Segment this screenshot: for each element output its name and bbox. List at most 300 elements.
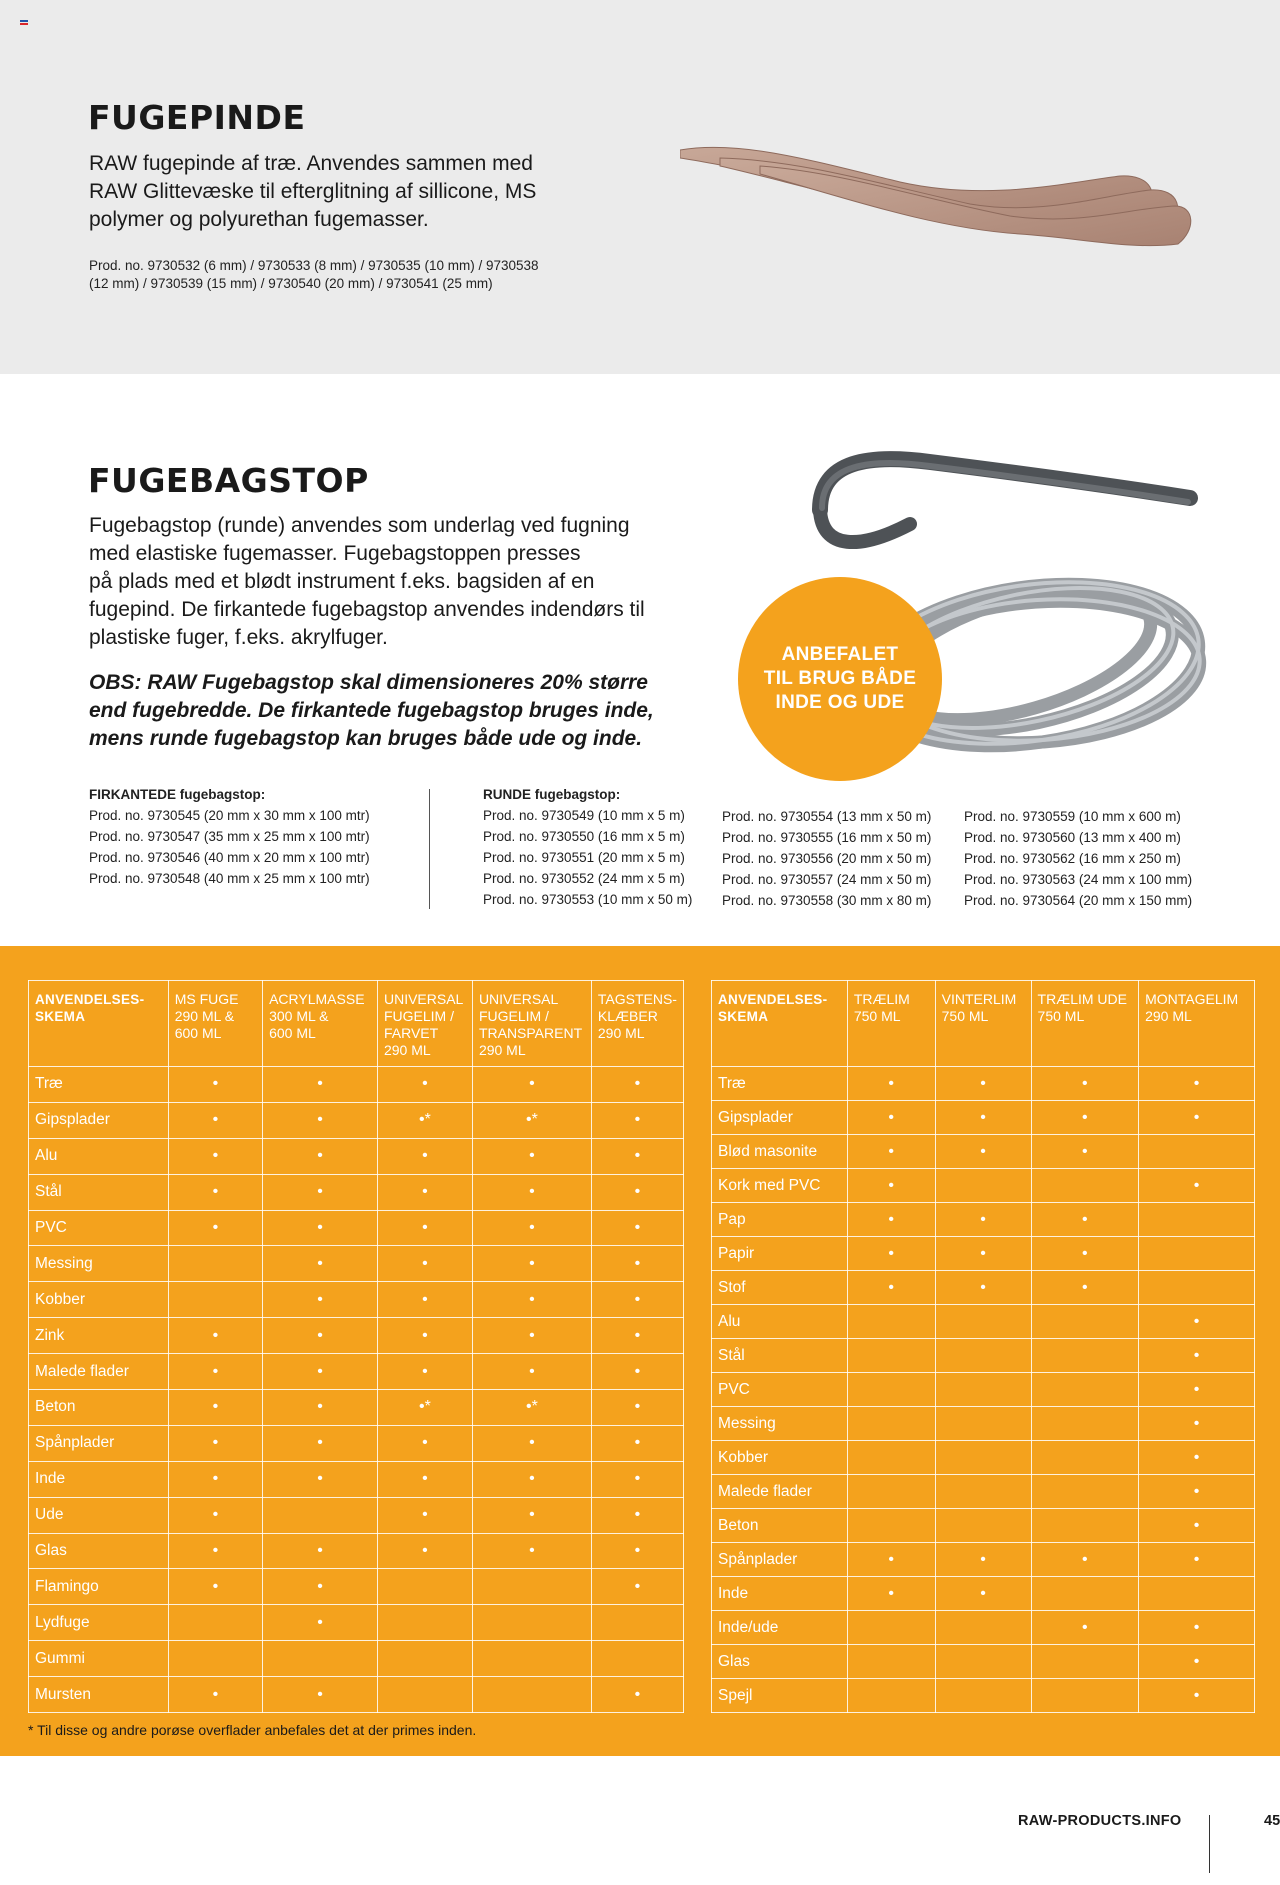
material-label: Malede flader [29, 1354, 169, 1390]
table-row [29, 1102, 684, 1138]
column-header-line: 290 ML & [174, 1008, 235, 1024]
table-row [712, 1611, 1255, 1645]
column-header-line: 600 ML [269, 1025, 316, 1041]
list-item: Prod. no. 9730551 (20 mm x 5 m) [483, 850, 685, 865]
column-header-line: TAGSTENS- [597, 991, 677, 1007]
material-label: PVC [712, 1373, 848, 1407]
badge-line: TIL BRUG BÅDE [763, 668, 917, 689]
suitability-mark [1031, 1169, 1139, 1203]
suitability-mark [377, 1641, 472, 1677]
column-header-line: 290 ML [1145, 1008, 1192, 1024]
list-item: Prod. no. 9730559 (10 mm x 600 m) [964, 809, 1181, 824]
suitability-mark: • [935, 1237, 1031, 1271]
material-label: Stof [712, 1271, 848, 1305]
column-header-line: 750 ML [1037, 1008, 1085, 1024]
suitability-mark: • [377, 1497, 472, 1533]
suitability-mark: • [1031, 1135, 1139, 1169]
list-item: Prod. no. 9730564 (20 mm x 150 mm) [964, 893, 1193, 908]
suitability-mark [935, 1611, 1031, 1645]
column-header-line: TRÆLIM UDE [1037, 991, 1127, 1007]
material-label: Gipsplader [29, 1102, 169, 1138]
suitability-mark: • [472, 1246, 591, 1282]
suitability-mark: • [847, 1203, 935, 1237]
suitability-mark: • [847, 1169, 935, 1203]
suitability-mark: • [168, 1102, 262, 1138]
firkantede-list [89, 784, 370, 889]
suitability-mark: • [591, 1354, 683, 1390]
list-item: Prod. no. 9730555 (16 mm x 50 m) [722, 830, 932, 845]
suitability-mark: • [472, 1138, 591, 1174]
table-row [712, 1169, 1255, 1203]
suitability-mark: • [168, 1067, 262, 1103]
obs-line: OBS: RAW Fugebagstop skal dimensioneres 20% større [89, 671, 648, 694]
column-header-line: TRÆLIM [853, 991, 910, 1007]
material-label: Alu [29, 1138, 169, 1174]
material-label: Beton [29, 1390, 169, 1426]
suitability-mark: • [935, 1577, 1031, 1611]
suitability-mark: • [472, 1210, 591, 1246]
suitability-mark [847, 1339, 935, 1373]
suitability-mark: • [847, 1135, 935, 1169]
list-item: Prod. no. 9730557 (24 mm x 50 m) [722, 872, 932, 887]
suitability-mark: • [1139, 1067, 1255, 1101]
material-label: Spånplader [712, 1543, 848, 1577]
suitability-mark: • [168, 1677, 262, 1713]
suitability-mark: • [1031, 1611, 1139, 1645]
material-label: Pap [712, 1203, 848, 1237]
suitability-mark: • [591, 1533, 683, 1569]
table-row [712, 1407, 1255, 1441]
material-label: Malede flader [712, 1475, 848, 1509]
usage-table-left [28, 980, 684, 1713]
suitability-mark: • [1139, 1339, 1255, 1373]
table-row [29, 1533, 684, 1569]
suitability-mark: • [1031, 1271, 1139, 1305]
fugepinde-line: RAW fugepinde af træ. Anvendes sammen med [89, 152, 533, 175]
material-label: Inde [712, 1577, 848, 1611]
prod-line: (12 mm) / 9730539 (15 mm) / 9730540 (20 mm) / 9730541 (25 mm) [89, 276, 493, 291]
table-row [712, 1475, 1255, 1509]
material-label: Træ [29, 1067, 169, 1103]
suitability-mark: • [168, 1390, 262, 1426]
fugepinde-line: RAW Glittevæske til efterglitning af sillicone, MS [89, 180, 537, 203]
suitability-mark [1139, 1203, 1255, 1237]
suitability-mark [168, 1282, 262, 1318]
suitability-mark: • [1031, 1203, 1139, 1237]
suitability-mark: •* [472, 1390, 591, 1426]
suitability-mark: • [377, 1318, 472, 1354]
fugebagstop-title: FUGEBAGSTOP [88, 461, 369, 500]
table-row [29, 1067, 684, 1103]
suitability-mark: • [1031, 1237, 1139, 1271]
column-header-line: VINTERLIM [941, 991, 1017, 1007]
suitability-mark: • [263, 1102, 378, 1138]
material-label: Mursten [29, 1677, 169, 1713]
prod-line: Prod. no. 9730532 (6 mm) / 9730533 (8 mm) / 9730535 (10 mm) / 9730538 [89, 258, 539, 273]
column-header [591, 981, 683, 1067]
suitability-mark [935, 1305, 1031, 1339]
list-item: Prod. no. 9730550 (16 mm x 5 m) [483, 829, 685, 844]
suitability-mark: • [263, 1138, 378, 1174]
column-header-line: MONTAGELIM [1145, 991, 1239, 1007]
suitability-mark: • [472, 1425, 591, 1461]
suitability-mark [935, 1441, 1031, 1475]
table-row [712, 1305, 1255, 1339]
table-row [712, 1373, 1255, 1407]
table-row [712, 1441, 1255, 1475]
suitability-mark: • [377, 1461, 472, 1497]
suitability-mark [1031, 1679, 1139, 1713]
suitability-mark: • [263, 1210, 378, 1246]
table-row [29, 1605, 684, 1641]
suitability-mark [472, 1641, 591, 1677]
fugebagstop-line: fugepind. De firkantede fugebagstop anvendes indendørs til [89, 598, 645, 621]
suitability-mark: • [168, 1461, 262, 1497]
suitability-mark [1139, 1271, 1255, 1305]
suitability-mark [1139, 1237, 1255, 1271]
suitability-mark: • [1139, 1169, 1255, 1203]
badge-line: ANBEFALET [781, 644, 899, 665]
material-label: Kobber [29, 1282, 169, 1318]
table-row [29, 1677, 684, 1713]
suitability-mark: • [847, 1101, 935, 1135]
obs-line: mens runde fugebagstop kan bruges både ude og inde. [89, 727, 643, 750]
material-label: Messing [712, 1407, 848, 1441]
suitability-mark: • [1031, 1067, 1139, 1101]
suitability-mark [1139, 1135, 1255, 1169]
material-label: Glas [29, 1533, 169, 1569]
column-header [935, 981, 1031, 1067]
suitability-mark: • [377, 1282, 472, 1318]
fugebagstop-line: med elastiske fugemasser. Fugebagstoppen presses [89, 542, 581, 565]
suitability-mark: • [1139, 1611, 1255, 1645]
suitability-mark [847, 1611, 935, 1645]
suitability-mark [1031, 1577, 1139, 1611]
material-label: Kork med PVC [712, 1169, 848, 1203]
column-header-line: ACRYLMASSE [269, 991, 365, 1007]
suitability-mark: • [1139, 1543, 1255, 1577]
table-row [712, 1237, 1255, 1271]
suitability-mark: • [1139, 1441, 1255, 1475]
list-item: Prod. no. 9730545 (20 mm x 30 mm x 100 mtr) [89, 808, 370, 823]
table-row [712, 1679, 1255, 1713]
fugepinde-title: FUGEPINDE [88, 98, 306, 137]
suitability-mark: • [935, 1271, 1031, 1305]
suitability-mark: • [935, 1135, 1031, 1169]
suitability-mark [935, 1339, 1031, 1373]
runde-list-col2 [722, 806, 931, 911]
suitability-mark [1031, 1407, 1139, 1441]
suitability-mark: • [263, 1677, 378, 1713]
column-header-line: 600 ML [174, 1025, 222, 1041]
suitability-mark: • [591, 1425, 683, 1461]
list-item: Prod. no. 9730556 (20 mm x 50 m) [722, 851, 932, 866]
runde-title: RUNDE fugebagstop: [483, 787, 621, 802]
suitability-mark [935, 1169, 1031, 1203]
suitability-mark: • [935, 1203, 1031, 1237]
column-header-line: SKEMA [35, 1009, 86, 1024]
suitability-mark: • [377, 1174, 472, 1210]
suitability-mark: • [472, 1354, 591, 1390]
column-header-line: FUGELIM / [383, 1008, 454, 1024]
suitability-mark [935, 1475, 1031, 1509]
suitability-mark: •* [472, 1102, 591, 1138]
suitability-mark: • [263, 1569, 378, 1605]
column-header [29, 981, 169, 1067]
suitability-mark: • [168, 1210, 262, 1246]
fugebagstop-line: plastiske fuger, f.eks. akrylfuger. [89, 626, 388, 649]
material-label: Inde/ude [712, 1611, 848, 1645]
suitability-mark: • [591, 1569, 683, 1605]
suitability-mark [1031, 1509, 1139, 1543]
suitability-mark [1031, 1373, 1139, 1407]
fugebagstop-line: på plads med et blødt instrument f.eks. bagsiden af en [89, 570, 595, 593]
suitability-mark [168, 1641, 262, 1677]
material-label: PVC [29, 1210, 169, 1246]
column-header-line: 290 ML [383, 1042, 431, 1058]
suitability-mark: • [263, 1390, 378, 1426]
suitability-mark [935, 1645, 1031, 1679]
suitability-mark [472, 1677, 591, 1713]
fugepinde-prod-numbers [89, 257, 709, 293]
suitability-mark: • [377, 1425, 472, 1461]
list-item: Prod. no. 9730560 (13 mm x 400 m) [964, 830, 1181, 845]
suitability-mark: • [472, 1533, 591, 1569]
list-item: Prod. no. 9730547 (35 mm x 25 mm x 100 mtr) [89, 829, 370, 844]
suitability-mark: • [263, 1318, 378, 1354]
suitability-mark: • [168, 1569, 262, 1605]
suitability-mark: • [591, 1246, 683, 1282]
footnote: * Til disse og andre porøse overflader anbefales det at der primes inden. [28, 1722, 477, 1738]
column-header [377, 981, 472, 1067]
suitability-mark [263, 1641, 378, 1677]
table-row [29, 1138, 684, 1174]
suitability-mark [935, 1679, 1031, 1713]
suitability-mark [168, 1246, 262, 1282]
table-row [29, 1497, 684, 1533]
table-row [29, 1246, 684, 1282]
suitability-mark: • [935, 1101, 1031, 1135]
table-row [29, 1569, 684, 1605]
column-header-line: 290 ML [478, 1042, 526, 1058]
suitability-mark: • [847, 1577, 935, 1611]
column-header-line: 750 ML [941, 1008, 989, 1024]
page-number: 45 [1264, 1813, 1280, 1829]
suitability-mark: • [1139, 1373, 1255, 1407]
suitability-mark [591, 1605, 683, 1641]
table-row [712, 1645, 1255, 1679]
material-label: Glas [712, 1645, 848, 1679]
table-row [712, 1067, 1255, 1101]
material-label: Gummi [29, 1641, 169, 1677]
suitability-mark [377, 1677, 472, 1713]
column-header-line: KLÆBER [597, 1008, 658, 1024]
suitability-mark [847, 1373, 935, 1407]
material-label: Inde [29, 1461, 169, 1497]
column-header-line: 750 ML [853, 1008, 901, 1024]
suitability-mark: • [263, 1605, 378, 1641]
suitability-mark: • [168, 1174, 262, 1210]
list-item: Prod. no. 9730548 (40 mm x 25 mm x 100 mtr) [89, 871, 370, 886]
suitability-mark: •* [377, 1102, 472, 1138]
suitability-mark: • [377, 1533, 472, 1569]
column-header [1139, 981, 1255, 1067]
fugebagstop-line: Fugebagstop (runde) anvendes som underlag ved fugning [89, 514, 630, 537]
suitability-mark: • [1139, 1101, 1255, 1135]
material-label: Stål [29, 1174, 169, 1210]
suitability-mark [263, 1497, 378, 1533]
column-header [168, 981, 262, 1067]
suitability-mark: • [847, 1237, 935, 1271]
column-header-line: SKEMA [718, 1009, 769, 1024]
suitability-mark [1031, 1645, 1139, 1679]
suitability-mark: • [1139, 1645, 1255, 1679]
fugebagstop-description [89, 512, 729, 652]
recommended-badge [738, 577, 942, 781]
list-item: Prod. no. 9730562 (16 mm x 250 m) [964, 851, 1181, 866]
material-label: Zink [29, 1318, 169, 1354]
material-label: Flamingo [29, 1569, 169, 1605]
suitability-mark: • [168, 1425, 262, 1461]
column-header [1031, 981, 1139, 1067]
footer-divider [1209, 1815, 1210, 1873]
suitability-mark: • [591, 1138, 683, 1174]
runde-list-col3 [964, 806, 1192, 911]
suitability-mark: • [935, 1067, 1031, 1101]
suitability-mark [377, 1605, 472, 1641]
suitability-mark: • [591, 1461, 683, 1497]
column-header-line: UNIVERSAL [383, 991, 464, 1007]
table-row [29, 1425, 684, 1461]
suitability-mark [935, 1407, 1031, 1441]
material-label: Spejl [712, 1679, 848, 1713]
suitability-mark [847, 1441, 935, 1475]
suitability-mark: • [591, 1497, 683, 1533]
suitability-mark: • [263, 1174, 378, 1210]
material-label: Træ [712, 1067, 848, 1101]
material-label: Kobber [712, 1441, 848, 1475]
suitability-mark: • [263, 1246, 378, 1282]
table-row [712, 1577, 1255, 1611]
suitability-mark: • [472, 1067, 591, 1103]
fugepinde-image [680, 140, 1192, 250]
runde-list-col1 [483, 784, 692, 910]
column-header-line: ANVENDELSES- [718, 992, 828, 1007]
fugepinde-line: polymer og polyurethan fugemasser. [89, 208, 429, 231]
suitability-mark: • [1031, 1101, 1139, 1135]
suitability-mark [1031, 1441, 1139, 1475]
suitability-mark [472, 1605, 591, 1641]
suitability-mark [168, 1605, 262, 1641]
suitability-mark: • [377, 1210, 472, 1246]
suitability-mark: • [377, 1246, 472, 1282]
table-row [712, 1543, 1255, 1577]
suitability-mark [1031, 1339, 1139, 1373]
material-label: Stål [712, 1339, 848, 1373]
suitability-mark [591, 1641, 683, 1677]
suitability-mark: • [168, 1497, 262, 1533]
suitability-mark: • [168, 1318, 262, 1354]
column-header [472, 981, 591, 1067]
suitability-mark: • [591, 1210, 683, 1246]
suitability-mark: • [168, 1354, 262, 1390]
suitability-mark [1031, 1305, 1139, 1339]
suitability-mark: • [377, 1138, 472, 1174]
material-label: Beton [712, 1509, 848, 1543]
suitability-mark [472, 1569, 591, 1605]
suitability-mark: • [847, 1067, 935, 1101]
suitability-mark [1139, 1577, 1255, 1611]
suitability-mark: • [591, 1677, 683, 1713]
usage-table-right [711, 980, 1255, 1713]
column-header-line: UNIVERSAL [478, 991, 559, 1007]
table-row [29, 1174, 684, 1210]
table-row [712, 1101, 1255, 1135]
list-item: Prod. no. 9730546 (40 mm x 20 mm x 100 mtr) [89, 850, 370, 865]
table-row [29, 1461, 684, 1497]
column-header-line: 300 ML & [269, 1008, 329, 1024]
list-item: Prod. no. 9730563 (24 mm x 100 mm) [964, 872, 1193, 887]
suitability-mark: • [472, 1282, 591, 1318]
column-header-line: FUGELIM / [478, 1008, 549, 1024]
column-header-line: MS FUGE [174, 991, 239, 1007]
table-row [712, 1203, 1255, 1237]
table-row [712, 1271, 1255, 1305]
column-header [847, 981, 935, 1067]
suitability-mark [847, 1407, 935, 1441]
suitability-mark [847, 1645, 935, 1679]
suitability-mark: • [263, 1461, 378, 1497]
suitability-mark: • [847, 1543, 935, 1577]
material-label: Ude [29, 1497, 169, 1533]
suitability-mark: • [263, 1354, 378, 1390]
column-header [263, 981, 378, 1067]
column-header-line: 290 ML [597, 1025, 645, 1041]
table-row [29, 1318, 684, 1354]
material-label: Lydfuge [29, 1605, 169, 1641]
suitability-mark: • [168, 1533, 262, 1569]
suitability-mark: • [591, 1318, 683, 1354]
table-row [29, 1390, 684, 1426]
suitability-mark: • [1031, 1543, 1139, 1577]
material-label: Messing [29, 1246, 169, 1282]
suitability-mark [935, 1509, 1031, 1543]
list-item: Prod. no. 9730558 (30 mm x 80 m) [722, 893, 932, 908]
suitability-mark: • [1139, 1407, 1255, 1441]
suitability-mark: • [1139, 1475, 1255, 1509]
suitability-mark: • [1139, 1509, 1255, 1543]
list-item: Prod. no. 9730554 (13 mm x 50 m) [722, 809, 932, 824]
suitability-mark: •* [377, 1390, 472, 1426]
suitability-mark: • [472, 1174, 591, 1210]
column-header-line: ANVENDELSES- [35, 992, 145, 1007]
material-label: Alu [712, 1305, 848, 1339]
suitability-mark: • [847, 1271, 935, 1305]
obs-notice [89, 669, 729, 753]
suitability-mark: • [168, 1138, 262, 1174]
material-label: Papir [712, 1237, 848, 1271]
table-row [712, 1339, 1255, 1373]
suitability-mark: • [263, 1282, 378, 1318]
suitability-mark [847, 1509, 935, 1543]
obs-line: end fugebredde. De firkantede fugebagstop bruges inde, [89, 699, 654, 722]
suitability-mark [847, 1305, 935, 1339]
fugepinde-description [89, 150, 649, 234]
table-row [29, 1354, 684, 1390]
material-label: Spånplader [29, 1425, 169, 1461]
suitability-mark: • [591, 1282, 683, 1318]
suitability-mark: • [591, 1390, 683, 1426]
